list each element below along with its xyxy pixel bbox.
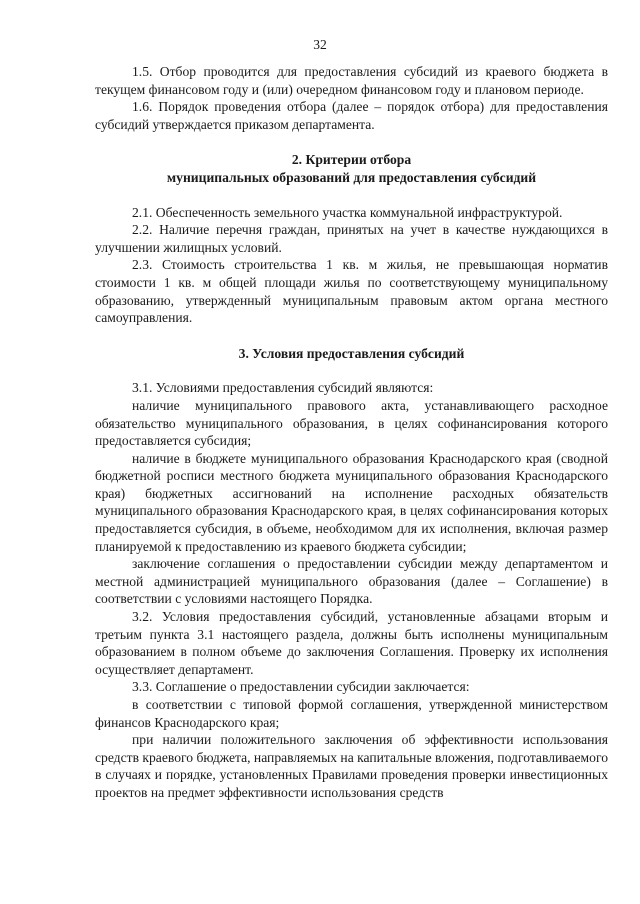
paragraph-3-1: 3.1. Условиями предоставления субсидий являются:: [132, 380, 434, 396]
paragraph-3-2: 3.2. Условия предоставления субсидий, установленные абзацами вторым и третьим пункта 3.1 настоящего раздела, должны быть исполнены муниципальным образованием в полном объеме до заключения Соглашения. Проверку их исполнения осуществляет департамент.: [95, 609, 608, 677]
document-body: [95, 63, 608, 802]
paragraph-2-1: 2.1. Обеспеченность земельного участка коммунальной инфраструктурой.: [132, 204, 563, 220]
section-2-heading-line2: муниципальных образований для предоставления субсидий: [166, 169, 537, 185]
page-number: 32: [313, 37, 327, 52]
paragraph-2-2: 2.2. Наличие перечня граждан, принятых на учет в качестве нуждающихся в улучшении жилищных условий.: [95, 222, 608, 255]
paragraph-2-3: 2.3. Стоимость строительства 1 кв. м жилья, не превышающая норматив стоимости 1 кв. м общей площади жилья по соответствующему муниципальному образованию, утвержденный муниципальным правовым актом органа местного самоуправления.: [95, 257, 608, 326]
paragraph-3-3-item-1: в соответствии с типовой формой соглашения, утвержденной министерством финансов Краснодарского края;: [95, 697, 608, 730]
section-2-heading-line1: 2. Критерии отбора: [291, 152, 412, 168]
paragraph-3-3: 3.3. Соглашение о предоставлении субсидии заключается:: [132, 679, 470, 695]
paragraph-3-1-item-2: наличие в бюджете муниципального образования Краснодарского края (сводной бюджетной росписи местного бюджета муниципального образования Краснодарского края) бюджетных ассигнований на исполнение расходных обязательств муниципального образования Краснодарского края, в целях софинансирования которых предоставляется субсидия, в объеме, необходимом для их исполнения, включая размер планируемой к предоставлению из краевого бюджета субсидии;: [95, 450, 608, 554]
paragraph-3-3-item-2: при наличии положительного заключения об эффективности использования средств краевого бюджета, направляемых на капитальные вложения, подготавливаемого в случаях и порядке, установленных Правилами проведения проверки инвестиционных проектов на предмет эффективности использования средств: [95, 732, 608, 800]
section-3-heading: 3. Условия предоставления субсидий: [238, 345, 465, 361]
paragraph-1-6: 1.6. Порядок проведения отбора (далее – порядок отбора) для предоставления субсидий утверждается приказом департамента.: [95, 99, 608, 132]
paragraph-3-1-item-1: наличие муниципального правового акта, устанавливающего расходное обязательство муниципального образования, в целях софинансирования которого предоставляется субсидия;: [95, 397, 608, 449]
paragraph-1-5: 1.5. Отбор проводится для предоставления субсидий из краевого бюджета в текущем финансовом году и (или) очередном финансовом году и плановом периоде.: [95, 64, 608, 97]
paragraph-3-1-item-3: заключение соглашения о предоставлении субсидии между департаментом и местной администрацией муниципального образования (далее – Соглашение) в соответствии с условиями настоящего Порядка.: [95, 556, 608, 607]
